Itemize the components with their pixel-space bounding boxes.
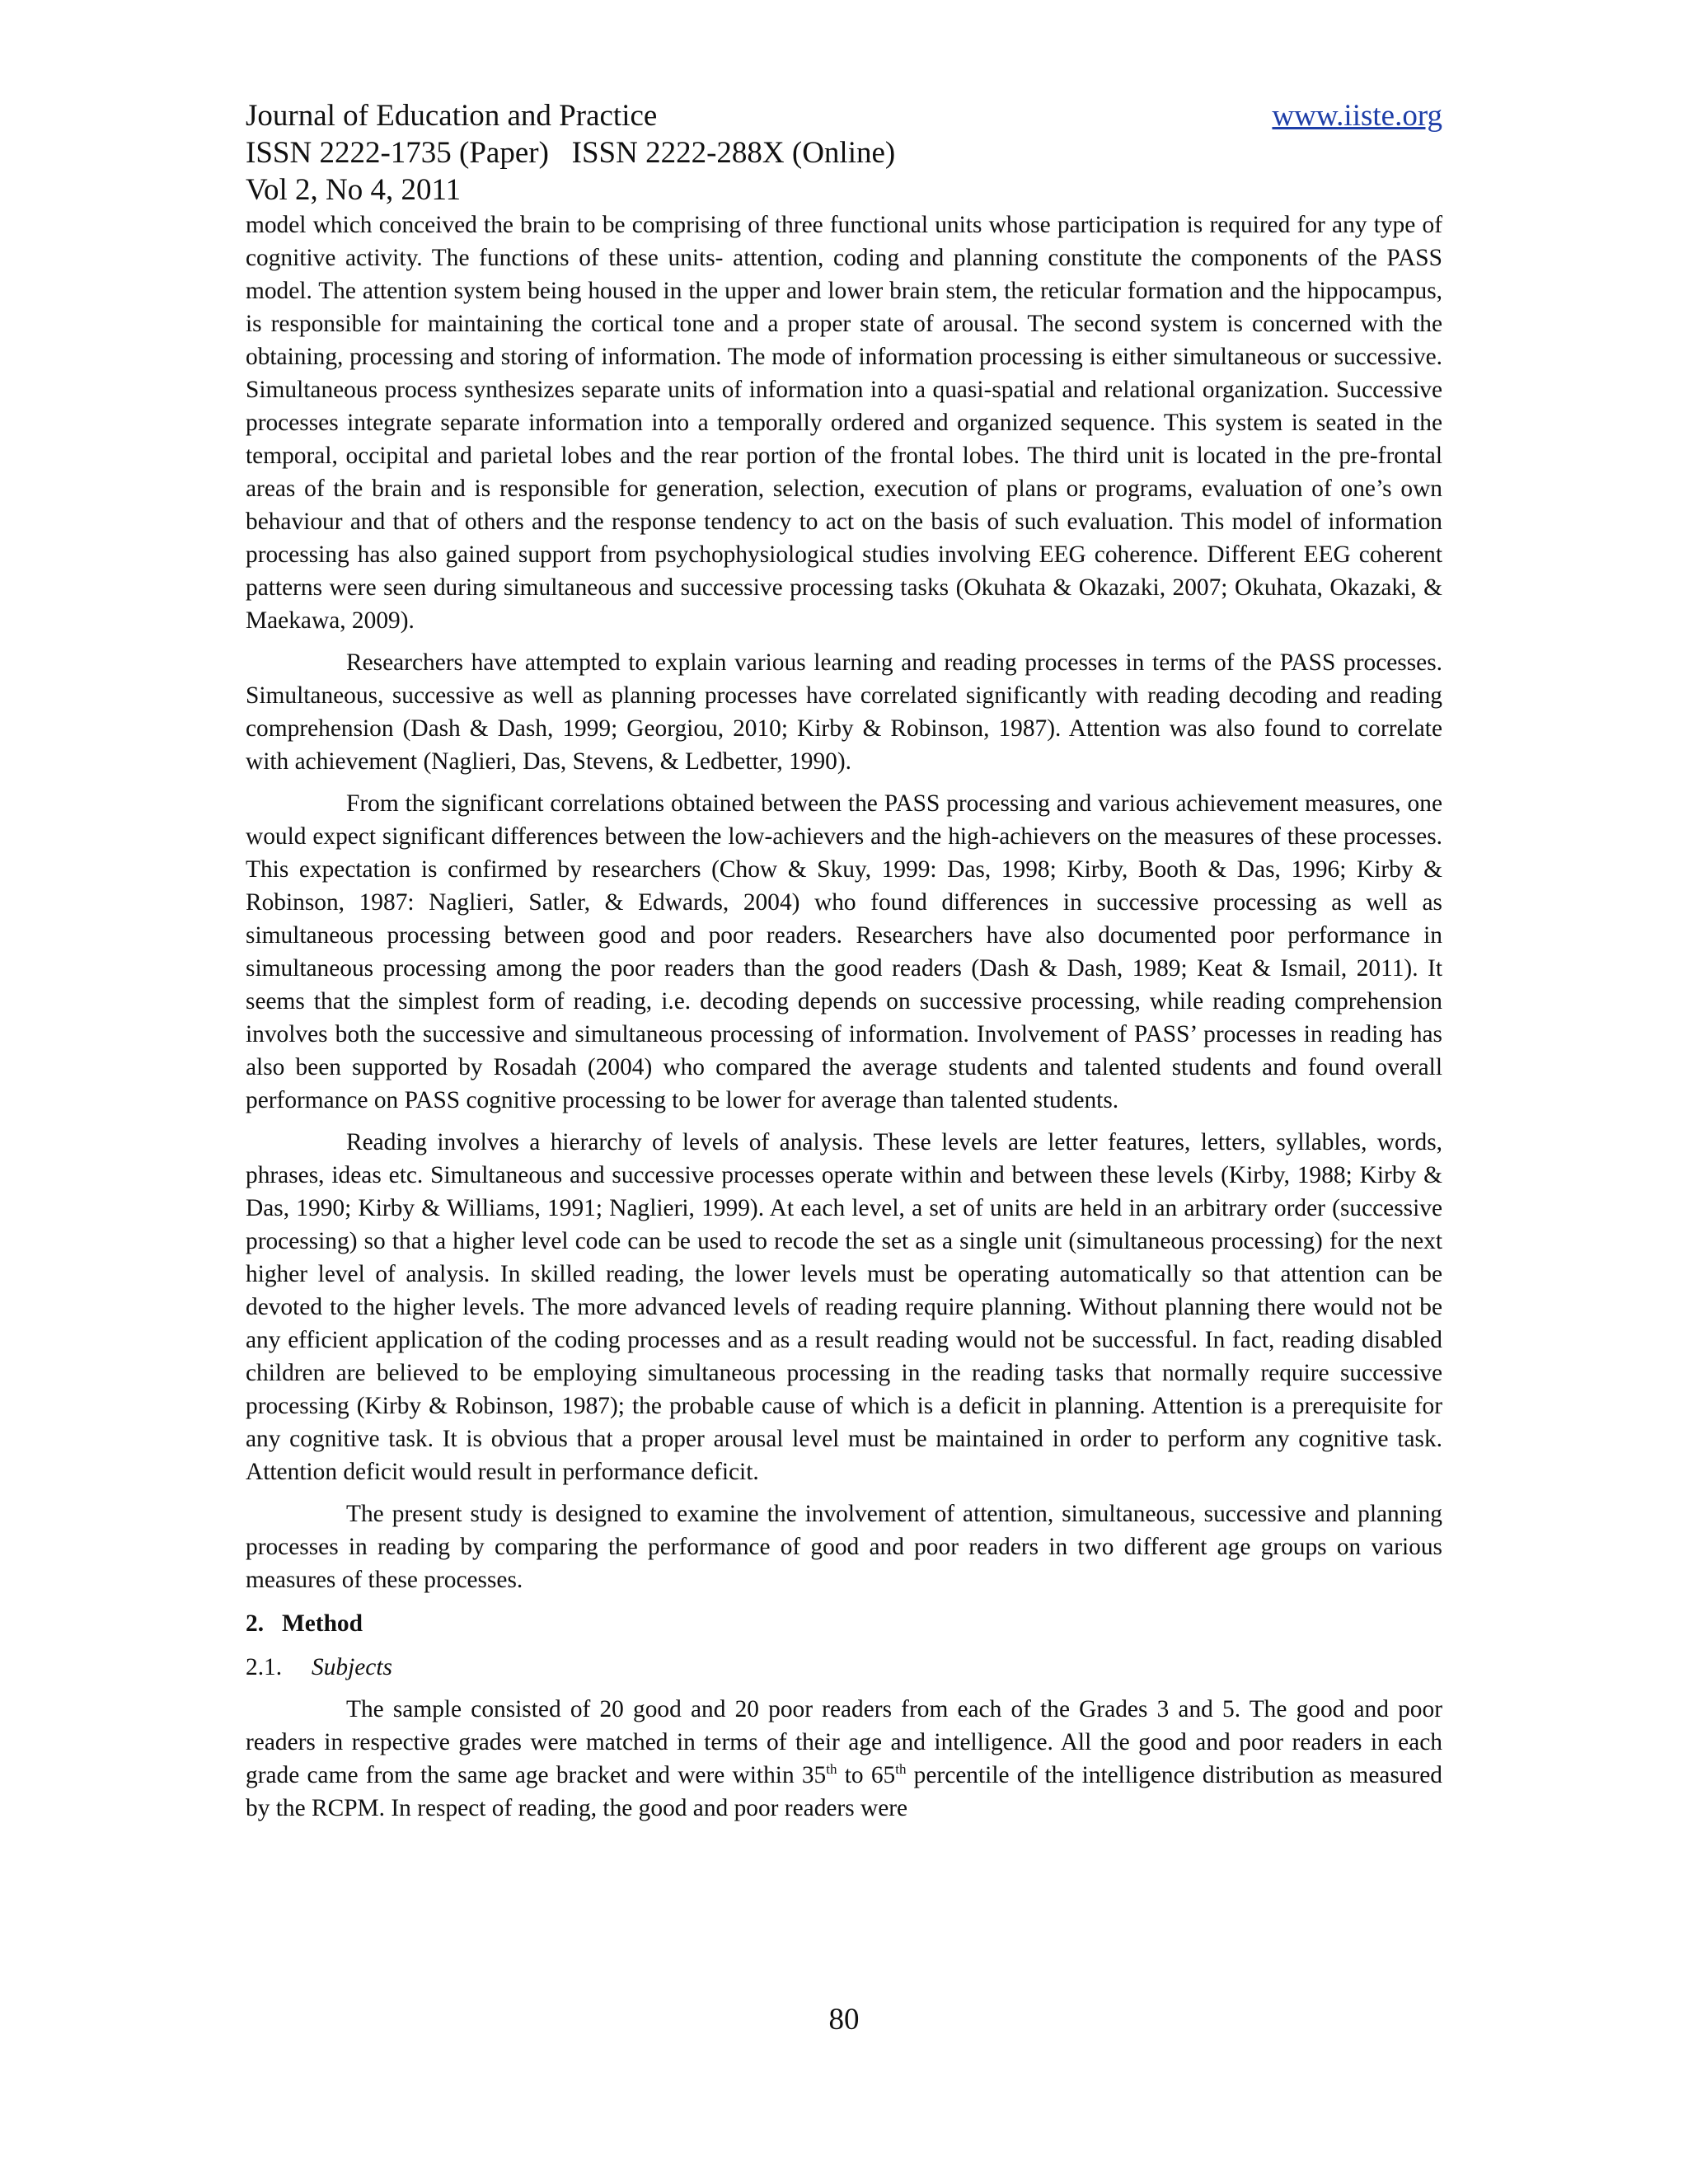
paragraph-5: The present study is designed to examine the involvement of attention, simultaneous, successive and planning processes in reading by comparing the performance of good and poor readers in two different age groups on various measures of these processes.	[246, 1501, 1442, 1593]
website-link[interactable]: www.iiste.org	[1272, 99, 1442, 133]
paragraph-6-part-1: The sample consisted of 20 good and 20 poor readers from each of the Grades 3 and 5. The good and poor readers in respective grades were matched in terms of their age and intelligence. All the good and poor readers in each grade came from the same age bracket and were within 35	[246, 1696, 1442, 1788]
section-heading-method	[246, 1607, 1442, 1640]
journal-title: Journal of Education and Practice	[246, 99, 658, 133]
superscript-th-1: th	[826, 1761, 837, 1777]
issn-line: ISSN 2222-1735 (Paper) ISSN 2222-288X (Online)	[246, 136, 896, 170]
subsection-heading-subjects	[246, 1651, 1442, 1684]
paragraph-3: From the significant correlations obtained between the PASS processing and various achievement measures, one would expect significant differences between the low-achievers and the high-achievers on the measures of these processes. This expectation is confirmed by researchers (Chow & Skuy, 1999: Das, 1998; Kirby, Booth & Das, 1996; Kirby & Robinson, 1987: Naglieri, Satler, & Edwards, 2004) who found differences in successive processing as well as simultaneous processing between good and poor readers. Researchers have also documented poor performance in simultaneous processing among the poor readers than the good readers (Dash & Dash, 1989; Keat & Ismail, 2011). It seems that the simplest form of reading, i.e. decoding depends on successive processing, while reading comprehension involves both the successive and simultaneous processing of information. Involvement of PASS’ processes in reading has also been supported by Rosadah (2004) who compared the average students and talented students and found overall performance on PASS cognitive processing to be lower for average than talented students.	[246, 790, 1442, 1113]
paragraph-2: Researchers have attempted to explain various learning and reading processes in terms of the PASS processes. Simultaneous, successive as well as planning processes have correlated significantly with reading decoding and reading comprehension (Dash & Dash, 1999; Georgiou, 2010; Kirby & Robinson, 1987). Attention was also found to correlate with achievement (Naglieri, Das, Stevens, & Ledbetter, 1990).	[246, 649, 1442, 775]
paragraph-6	[246, 1693, 1442, 1825]
paragraph-6-part-3: percentile of the intelligence distribution as measured by the RCPM. In respect of reading, the good and poor readers were	[246, 1762, 1442, 1821]
paragraph-6-part-2: to 65	[837, 1762, 896, 1788]
section-number: 2.	[246, 1610, 265, 1637]
page-content	[246, 97, 1442, 1825]
section-title: Method	[282, 1610, 363, 1637]
subsection-number: 2.1.	[246, 1654, 283, 1680]
running-header	[246, 97, 1442, 134]
volume-line: Vol 2, No 4, 2011	[246, 173, 462, 207]
superscript-th-2: th	[895, 1761, 907, 1777]
paragraph-4: Reading involves a hierarchy of levels of analysis. These levels are letter features, letters, syllables, words, phrases, ideas etc. Simultaneous and successive processes operate within and between these levels (Kirby, 1988; Kirby & Das, 1990; Kirby & Williams, 1991; Naglieri, 1999). At each level, a set of units are held in an arbitrary order (successive processing) so that a higher level code can be used to recode the set as a single unit (simultaneous processing) for the next higher level of analysis. In skilled reading, the lower levels must be operating automatically so that attention can be devoted to the higher levels. The more advanced levels of reading require planning. Without planning there would not be any efficient application of the coding processes and as a result reading would not be successful. In fact, reading disabled children are believed to be employing simultaneous processing in the reading tasks that normally require successive processing (Kirby & Robinson, 1987); the probable cause of which is a deficit in planning. Attention is a prerequisite for any cognitive task. It is obvious that a proper arousal level must be maintained in order to perform any cognitive task. Attention deficit would result in performance deficit.	[246, 1129, 1442, 1485]
subsection-title: Subjects	[312, 1654, 392, 1680]
paragraph-1: model which conceived the brain to be comprising of three functional units whose participation is required for any type of cognitive activity. The functions of these units- attention, coding and planning constitute the components of the PASS model. The attention system being housed in the upper and lower brain stem, the reticular formation and the hippocampus, is responsible for maintaining the cortical tone and a proper state of arousal. The second system is concerned with the obtaining, processing and storing of information. The mode of information processing is either simultaneous or successive. Simultaneous process synthesizes separate units of information into a quasi-spatial and relational organization. Successive processes integrate separate information into a temporally ordered and organized sequence. This system is seated in the temporal, occipital and parietal lobes and the rear portion of the frontal lobes. The third unit is located in the pre-frontal areas of the brain and is responsible for generation, selection, execution of plans or programs, evaluation of one’s own behaviour and that of others and the response tendency to act on the basis of such evaluation. This model of information processing has also gained support from psychophysiological studies involving EEG coherence. Different EEG coherent patterns were seen during simultaneous and successive processing tasks (Okuhata & Okazaki, 2007; Okuhata, Okazaki, & Maekawa, 2009).	[246, 212, 1442, 634]
page-number: 80	[828, 2003, 860, 2036]
